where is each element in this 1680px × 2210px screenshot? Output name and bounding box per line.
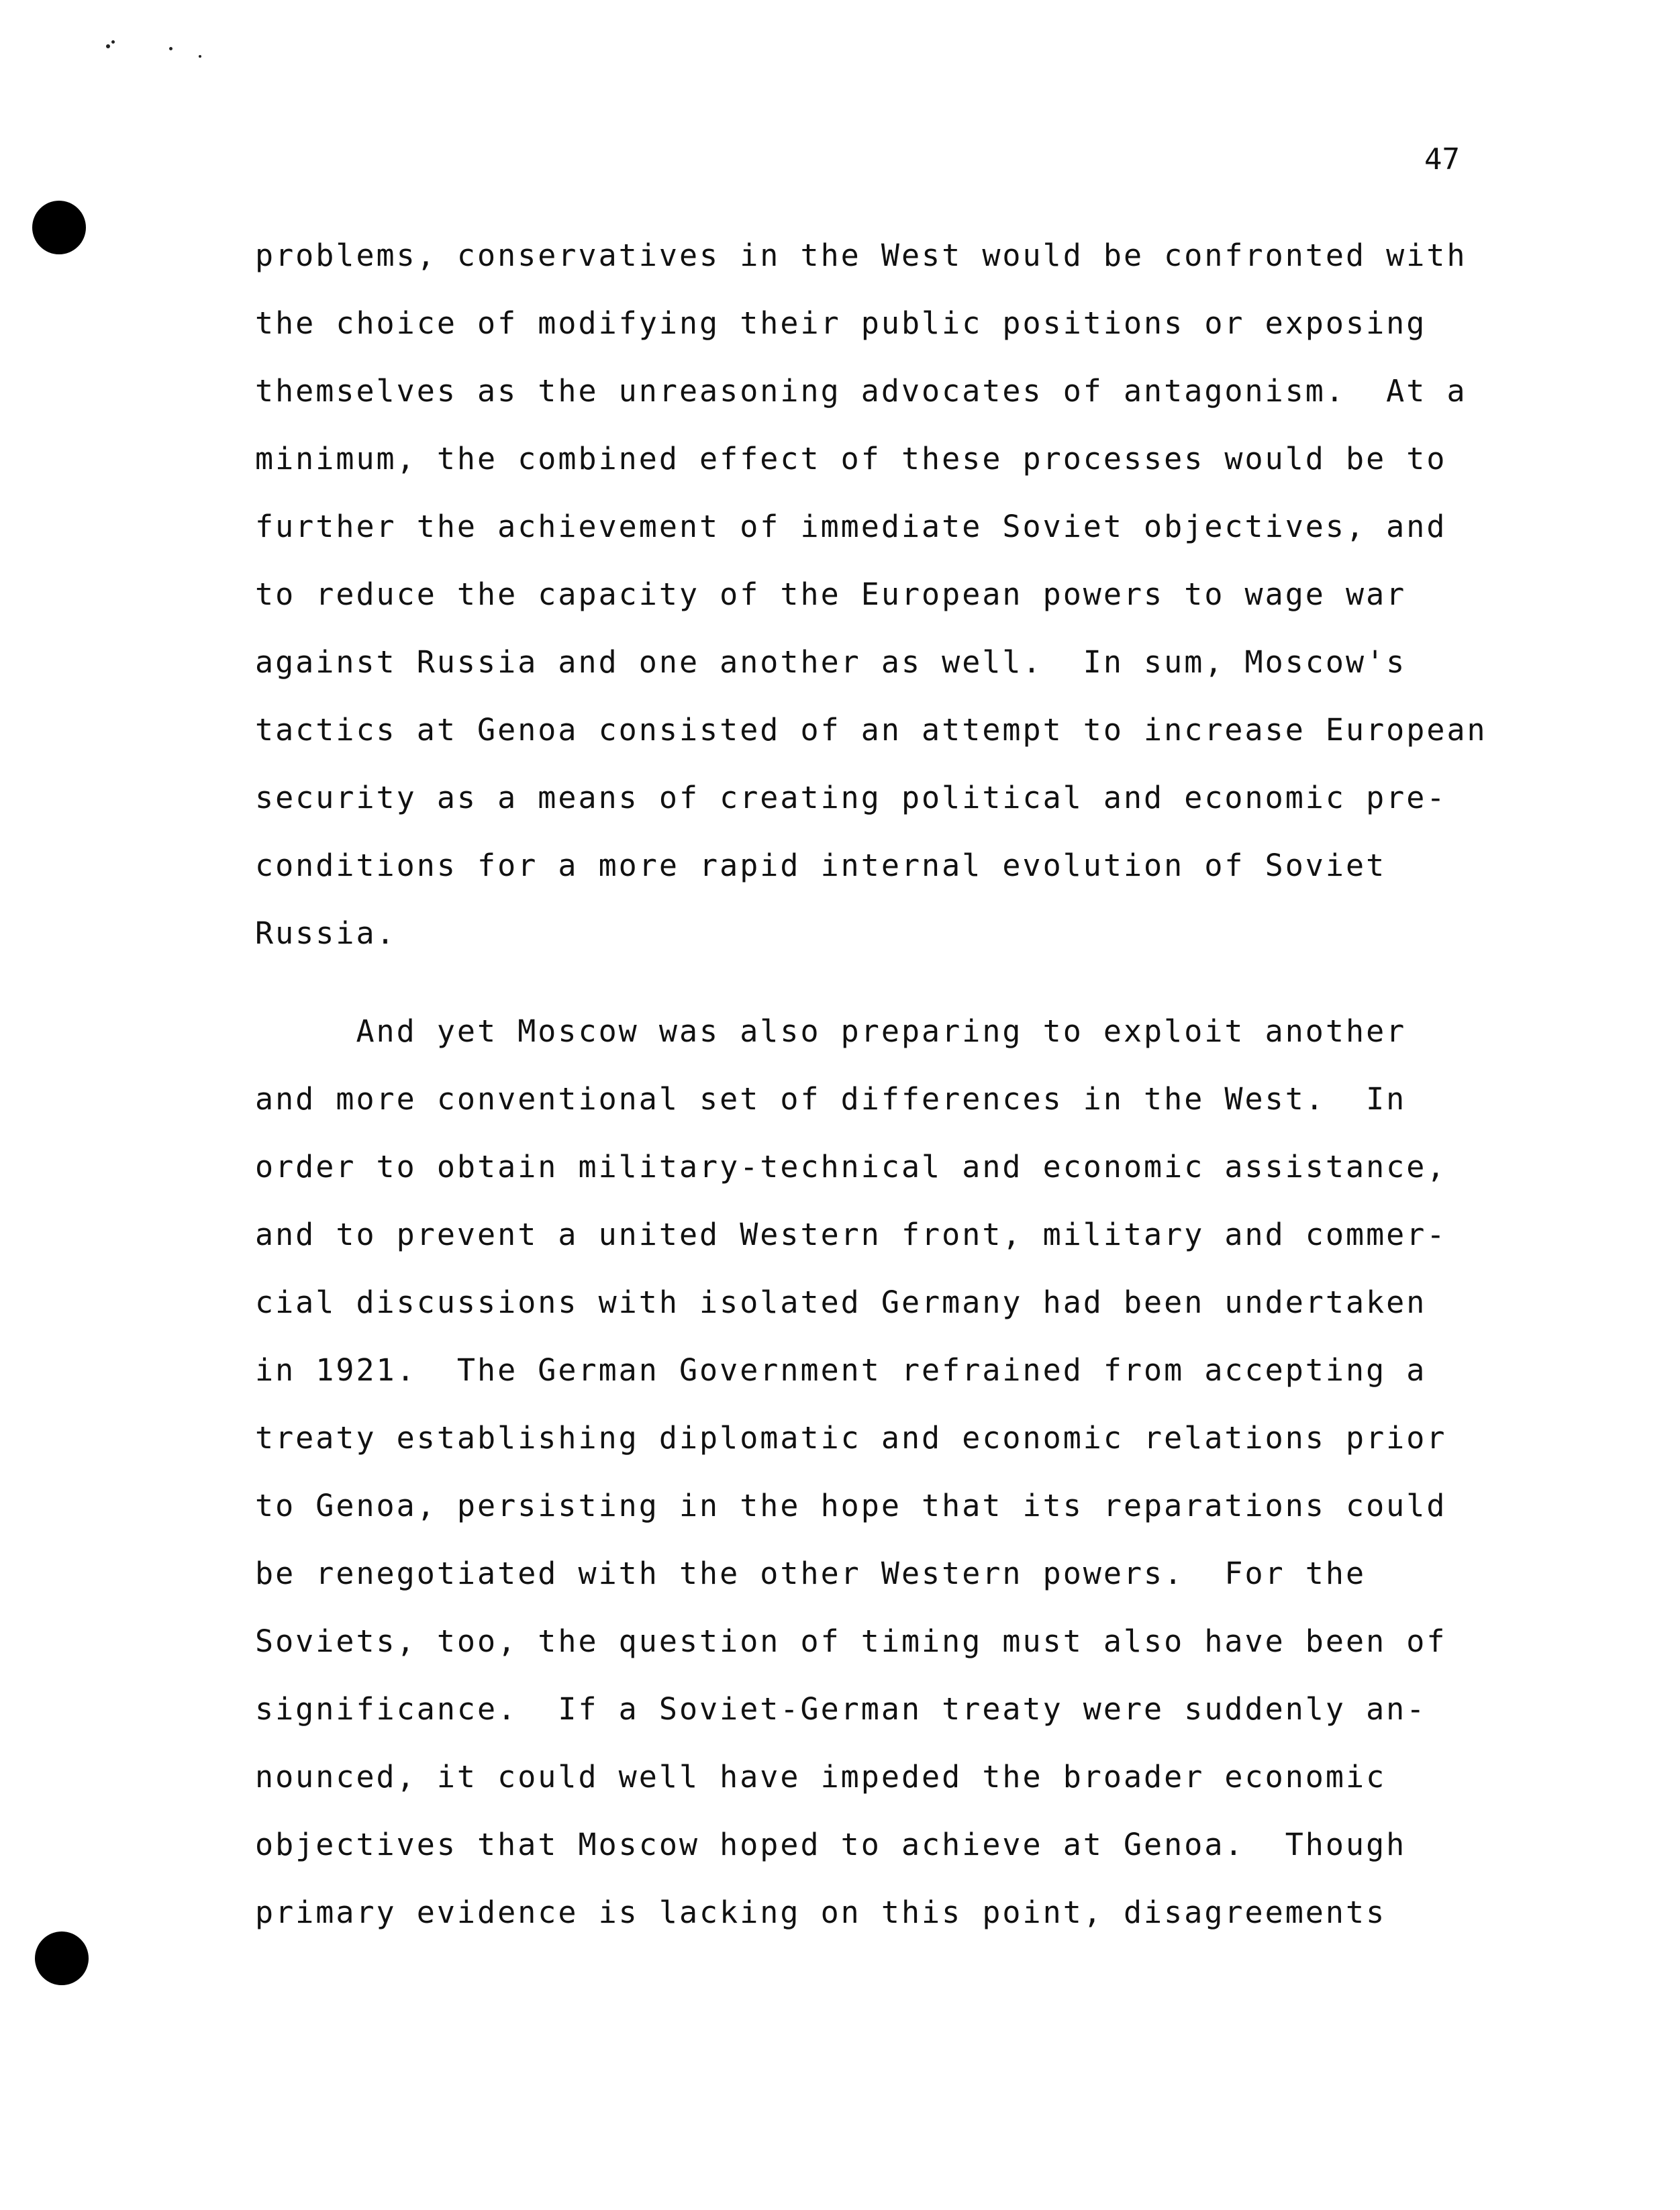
- text-line: be renegotiated with the other Western powers. For the: [255, 1556, 1367, 1591]
- scan-speck: [169, 47, 172, 50]
- text-line: Soviets, too, the question of timing must also have been of: [255, 1623, 1447, 1659]
- punch-hole-bottom: [35, 1931, 89, 1985]
- text-line: problems, conservatives in the West would be confronted with: [255, 238, 1467, 273]
- text-line: in 1921. The German Government refrained from accepting a: [255, 1352, 1427, 1388]
- text-line: security as a means of creating political and economic pre-: [255, 780, 1447, 815]
- page-number: 47: [1424, 142, 1460, 177]
- text-line: conditions for a more rapid internal evolution of Soviet: [255, 848, 1387, 883]
- scan-speck: [106, 44, 110, 48]
- text-line: And yet Moscow was also preparing to exploit another: [255, 1013, 1407, 1049]
- text-line: further the achievement of immediate Soviet objectives, and: [255, 509, 1447, 544]
- scan-speck: [199, 55, 201, 58]
- text-line: tactics at Genoa consisted of an attempt to increase European: [255, 712, 1487, 748]
- text-line: and to prevent a united Western front, military and commer-: [255, 1217, 1447, 1252]
- text-line: treaty establishing diplomatic and economic relations prior: [255, 1420, 1447, 1456]
- text-line: the choice of modifying their public positions or exposing: [255, 305, 1427, 341]
- text-line: against Russia and one another as well. In sum, Moscow's: [255, 644, 1407, 680]
- text-line: cial discussions with isolated Germany had been undertaken: [255, 1285, 1427, 1320]
- text-line: significance. If a Soviet-German treaty were suddenly an-: [255, 1691, 1427, 1727]
- text-line: objectives that Moscow hoped to achieve at Genoa. Though: [255, 1827, 1407, 1862]
- text-line: to Genoa, persisting in the hope that its reparations could: [255, 1488, 1447, 1523]
- text-line: nounced, it could well have impeded the broader economic: [255, 1759, 1387, 1795]
- text-line: themselves as the unreasoning advocates of antagonism. At a: [255, 373, 1467, 409]
- punch-hole-top: [32, 201, 86, 254]
- text-line: primary evidence is lacking on this point, disagreements: [255, 1895, 1387, 1930]
- text-line: and more conventional set of differences in the West. In: [255, 1081, 1407, 1117]
- scan-speck: [111, 40, 115, 44]
- text-line: to reduce the capacity of the European powers to wage war: [255, 576, 1407, 612]
- text-line: minimum, the combined effect of these processes would be to: [255, 441, 1447, 476]
- text-line: order to obtain military-technical and economic assistance,: [255, 1149, 1447, 1185]
- text-line: Russia.: [255, 915, 397, 951]
